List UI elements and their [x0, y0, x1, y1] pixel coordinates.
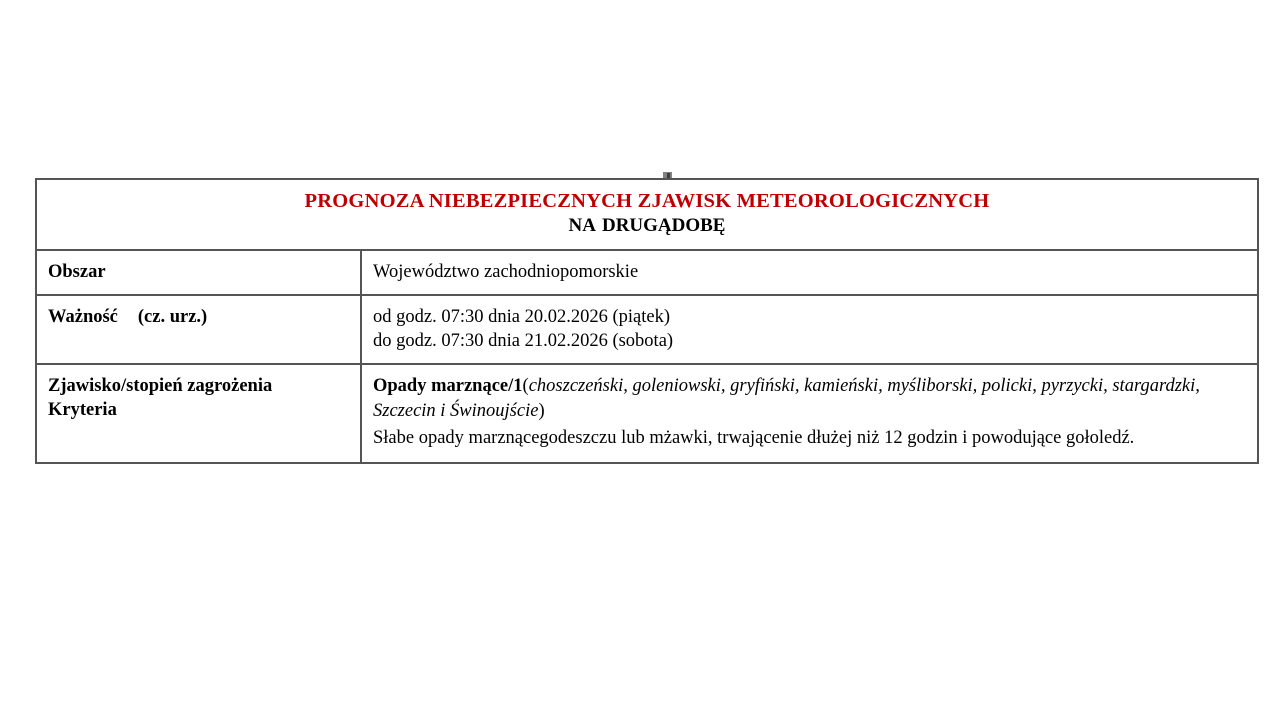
area-label-cell	[36, 250, 361, 295]
validity-to: do godz. 07:30 dnia 21.02.2026 (sobota)	[373, 331, 674, 352]
phenomenon-areas-open-paren: (	[522, 375, 529, 396]
table-row-phenomenon	[36, 364, 1258, 464]
area-label: Obszar	[48, 261, 106, 282]
phenomenon-label-cell	[36, 364, 361, 464]
validity-label: Ważność	[48, 306, 118, 327]
validity-label-suffix: (cz. urz.)	[137, 306, 208, 327]
phenomenon-value-cell	[361, 364, 1258, 464]
validity-from: od godz. 07:30 dnia 20.02.2026 (piątek)	[373, 306, 670, 327]
phenomenon-label-line2: Kryteria	[48, 400, 117, 421]
area-value: Województwo zachodniopomorskie	[373, 261, 639, 282]
phenomenon-criteria: Słabe opady marznącegodeszczu lub mżawki, trwającenie dłużej niż 12 godzin i powodujące gołoledź.	[373, 427, 1135, 448]
page-subtitle	[43, 215, 1251, 238]
page-subtitle-rest: DRUGĄDOBĘ	[601, 215, 726, 237]
page-subtitle-prefix: NA	[568, 215, 596, 237]
validity-label-cell	[36, 295, 361, 364]
weather-warning-table	[35, 178, 1259, 464]
phenomenon-areas-close-paren: )	[538, 401, 545, 422]
phenomenon-label-line1: Zjawisko/stopień zagrożenia	[48, 375, 273, 396]
phenomenon-areas: choszczeński, goleniowski, gryfiński, kamieński, myśliborski, policki, pyrzycki, stargardzki, Szczecin i Świnoujście	[373, 375, 1200, 422]
area-value-cell	[361, 250, 1258, 295]
page-title: PROGNOZA NIEBEZPIECZNYCH ZJAWISK METEOROLOGICZNYCH	[304, 190, 990, 212]
document-header-cell	[36, 179, 1258, 250]
table-row-header	[36, 179, 1258, 250]
table-row-validity	[36, 295, 1258, 364]
table-row-area	[36, 250, 1258, 295]
phenomenon-name: Opady marznące/1	[373, 375, 523, 396]
validity-value-cell	[361, 295, 1258, 364]
